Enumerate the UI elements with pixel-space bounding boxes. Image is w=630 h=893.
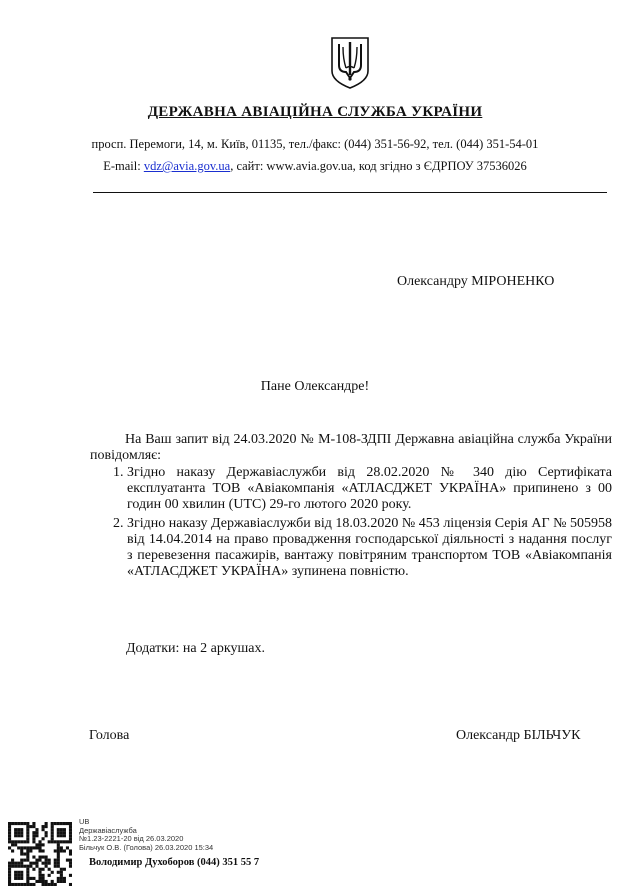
signer-position: Голова (89, 728, 130, 743)
email-label: E-mail: (103, 159, 144, 173)
attachments-note: Додатки: на 2 аркушах. (126, 641, 265, 656)
registration-stamp (79, 818, 213, 852)
organization-name: ДЕРЖАВНА АВІАЦІЙНА СЛУЖБА УКРАЇНИ (147, 104, 483, 120)
stamp-line: Державіаслужба (79, 825, 137, 835)
salutation: Пане Олександре! (260, 379, 370, 394)
notice-list (90, 465, 612, 580)
qr-code-icon (8, 822, 72, 886)
stamp-line: №1.23-2221-20 від 26.03.2020 (79, 834, 184, 844)
letter-body (90, 432, 612, 583)
contact-line (0, 159, 630, 174)
stamp-line: Більчук О.В. (Голова) 26.03.2020 15:34 (79, 842, 214, 852)
site-info: , сайт: www.avia.gov.ua, код згідно з ЄДРПОУ 37536026 (230, 159, 527, 173)
signer-name: Олександр БІЛЬЧУК (456, 728, 581, 743)
organization-address: просп. Перемоги, 14, м. Київ, 01135, тел./факс: (044) 351-56-92, тел. (044) 351-54-01 (91, 137, 539, 151)
list-item: 2. Згідно наказу Державіаслужби від 18.03.2020 № 453 ліцензія Серія АГ № 505958 від 14.04.2014 на право провадження господарської діяльності з надання послуг з перевезення пасажирів, вантажу повітряним транспортом ТОВ «Авіакомпанія «АТЛАСДЖЕТ УКРАЇНА» зупинена повністю. (127, 516, 612, 580)
executor-contact: Володимир Духоборов (044) 351 55 7 (89, 857, 260, 868)
header-divider (93, 192, 607, 193)
list-item: 1. Згідно наказу Державіаслужби від 28.02.2020 № 340 дію Сертифіката експлуатанта ТОВ «Авіакомпанія «АТЛАСДЖЕТ УКРАЇНА» припинено з 00 годин 00 хвилин (UTC) 29-го лютого 2020 року. (127, 465, 612, 513)
email-link[interactable]: vdz@avia.gov.ua (143, 159, 231, 173)
addressee: Олександру МІРОНЕНКО (397, 274, 555, 289)
trident-emblem-icon (329, 35, 371, 90)
stamp-line: UB (79, 817, 90, 826)
intro-paragraph: На Ваш запит від 24.03.2020 № М-108-ЗДПІ Державна авіаційна служба України повідомляє: (90, 432, 612, 463)
